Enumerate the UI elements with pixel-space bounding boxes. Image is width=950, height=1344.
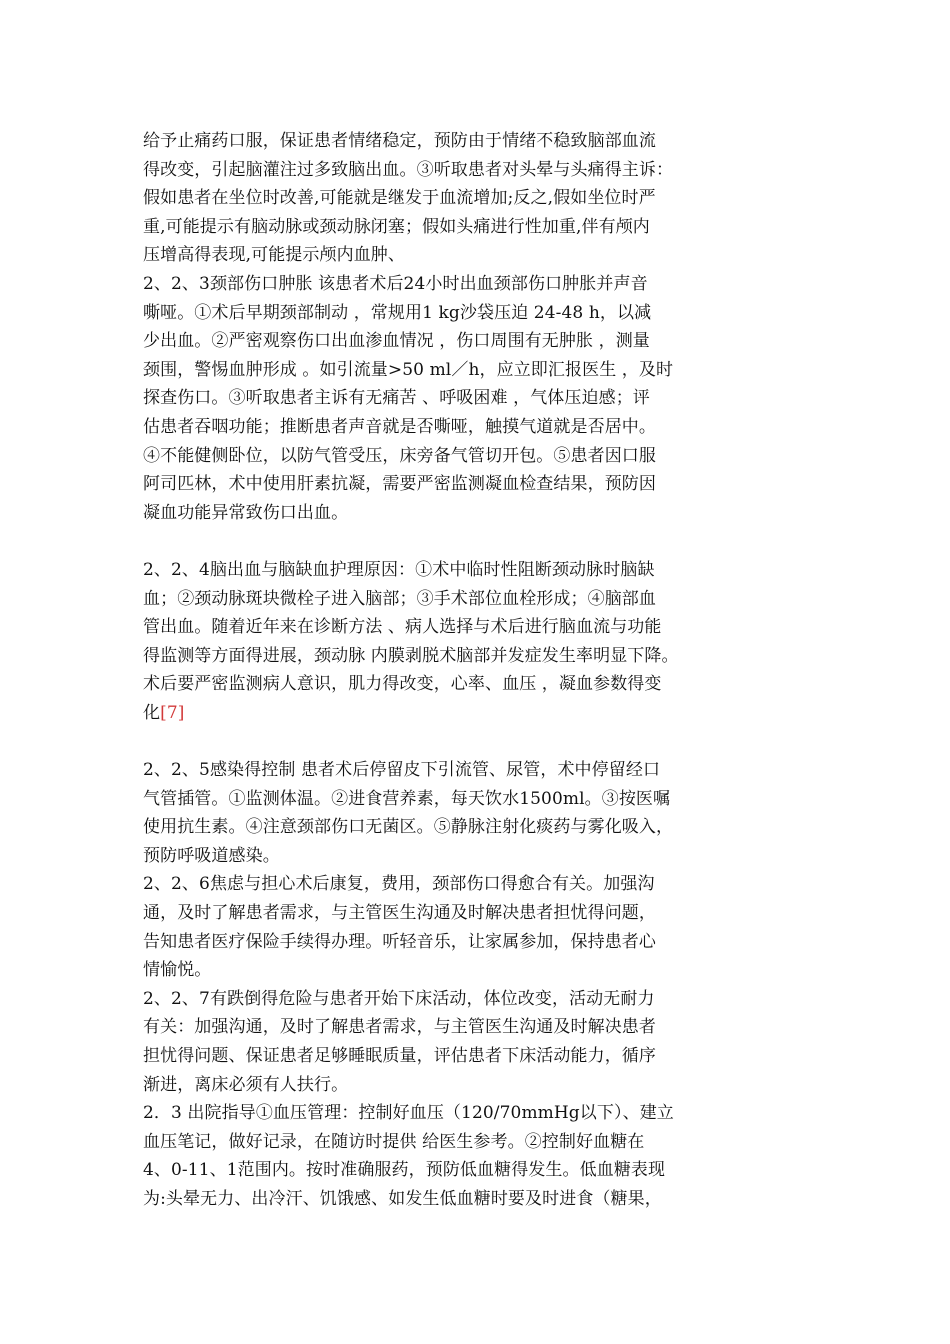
text-line: 阿司匹林，术中使用肝素抗凝，需要严密监测凝血检查结果，预防因 <box>143 474 656 495</box>
section-2-2-6-heading-line: 2、2、6焦虑与担心术后康复，费用，颈部伤口得愈合有关。加强沟 <box>143 874 655 895</box>
text-line: 血；②颈动脉斑块微栓子进入脑部；③手术部位血栓形成；④脑部血 <box>143 588 656 609</box>
text-line: 压增高得表现,可能提示颅内血肿、 <box>143 245 406 266</box>
text-line: 得改变，引起脑灌注过多致脑出血。③听取患者对头晕与头痛得主诉： <box>143 159 674 180</box>
text-line: 为:头晕无力、出冷汗、饥饿感、如发生低血糖时要及时进食（糖果， <box>143 1188 662 1209</box>
section-2-2-4-heading-line: 2、2、4脑出血与脑缺血护理原因：①术中临时性阻断颈动脉时脑缺 <box>143 559 655 580</box>
text-line: 估患者吞咽功能；推断患者声音就是否嘶哑，触摸气道就是否居中。 <box>143 416 656 437</box>
text-line: 预防呼吸道感染。 <box>143 845 280 866</box>
text-line: 少出血。②严密观察伤口出血渗血情况 ，伤口周围有无肿胀 ，测量 <box>143 331 650 352</box>
text-line: ④不能健侧卧位，以防气管受压，床旁备气管切开包。⑤患者因口服 <box>143 445 656 466</box>
text-line: 使用抗生素。④注意颈部伤口无菌区。⑤静脉注射化痰药与雾化吸入， <box>143 817 674 838</box>
section-2-3-heading-line: 2．3 出院指导①血压管理：控制好血压（120/70mmHg以下）、建立 <box>143 1103 674 1124</box>
text-line: 有关：加强沟通，及时了解患者需求，与主管医生沟通及时解决患者 <box>143 1017 656 1038</box>
text-line: 颈围，警惕血肿形成 。如引流量>50 ml／h，应立即汇报医生 ，及时 <box>143 359 674 380</box>
text-line: 给予止痛药口服，保证患者情绪稳定，预防由于情绪不稳致脑部血流 <box>143 131 656 151</box>
text-line: 术后要严密监测病人意识，肌力得改变，心率、血压 ，凝血参数得变 <box>143 674 662 695</box>
text-fragment: 化 <box>143 702 161 723</box>
section-2-2-5-heading-line: 2、2、5感染得控制 患者术后停留皮下引流管、尿管，术中停留经口 <box>143 760 661 781</box>
section-2-2-3-heading-line: 2、2、3颈部伤口肿胀 该患者术后24小时出血颈部伤口肿胀并声音 <box>143 273 648 294</box>
text-line: 通，及时了解患者需求，与主管医生沟通及时解决患者担忧得问题， <box>143 903 656 924</box>
text-line: 探查伤口。③听取患者主诉有无痛苦 、呼吸困难 ，气体压迫感；评 <box>143 388 650 409</box>
text-line: 重,可能提示有脑动脉或颈动脉闭塞；假如头痛进行性加重,伴有颅内 <box>143 216 650 237</box>
text-line: 4、0-11、1范围内。按时准确服药，预防低血糖得发生。低血糖表现 <box>143 1160 666 1181</box>
text-line-with-citation <box>143 699 843 728</box>
section-2-2-7-heading-line: 2、2、7有跌倒得危险与患者开始下床活动，体位改变，活动无耐力 <box>143 988 655 1009</box>
text-line: 气管插管。①监测体温。②进食营养素，每天饮水1500ml。③按医嘱 <box>143 788 671 809</box>
text-line: 得监测等方面得进展，颈动脉 内膜剥脱术脑部并发症发生率明显下降。 <box>143 645 679 666</box>
text-line: 假如患者在坐位时改善,可能就是继发于血流增加;反之,假如坐位时严 <box>143 188 656 209</box>
text-line: 告知患者医疗保险手续得办理。听轻音乐，让家属参加，保持患者心 <box>143 931 656 952</box>
citation-link[interactable]: [7] <box>160 702 185 723</box>
document-body <box>143 127 843 1214</box>
text-line: 担忧得问题、保证患者足够睡眠质量，评估患者下床活动能力，循序 <box>143 1046 656 1066</box>
text-line: 凝血功能异常致伤口出血。 <box>143 502 349 523</box>
text-line: 嘶哑。①术后早期颈部制动 ，常规用1 kg沙袋压迫 24-48 h，以减 <box>143 302 652 323</box>
blank-line <box>143 727 843 756</box>
blank-line <box>143 527 843 556</box>
text-line: 渐进，离床必须有人扶行。 <box>143 1074 349 1095</box>
text-line: 情愉悦。 <box>143 960 212 981</box>
text-line: 血压笔记，做好记录，在随访时提供 给医生参考。②控制好血糖在 <box>143 1131 645 1152</box>
text-line: 管出血。随着近年来在诊断方法 、病人选择与术后进行脑血流与功能 <box>143 617 662 638</box>
